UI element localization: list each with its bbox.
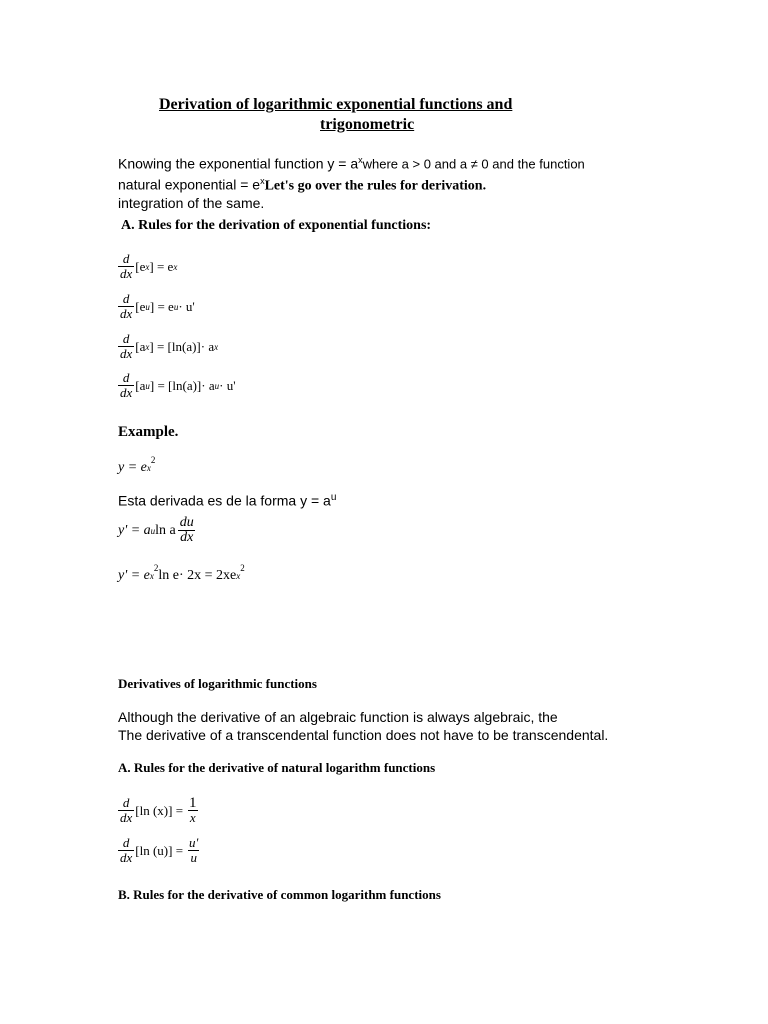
exp-rule-3: $\frac{d}{dx}$ [a x ] = [ln(a)]· a x xyxy=(120,331,219,361)
example-equation-2: y' = a u ln a $\frac{du}{dx}$ xyxy=(118,515,194,545)
intro-line-2: natural exponential = $e^xLet's$ go over the rules for derivation. xyxy=(118,176,487,194)
log-section-paragraph xyxy=(118,708,608,744)
exp-rule-2: $\frac{d}{dx}$ [e u ] = e u · u' xyxy=(120,291,195,321)
section-a-heading: A. Rules for the derivation of exponential functions: xyxy=(121,218,432,233)
title-line-1: Derivation of logarithmic exponential functions and xyxy=(159,96,513,113)
log-para-line-2: The derivative of a transcendental function does not have to be transcendental. xyxy=(118,727,609,743)
log-para-line-1: Although the derivative of an algebraic function is always algebraic, the xyxy=(118,709,558,725)
common-log-rules-heading: B. Rules for the derivative of common logarithm functions xyxy=(118,887,441,902)
page-title-line-2: trigonometric xyxy=(320,116,415,133)
intro-line-3: integration of the same. xyxy=(118,195,265,212)
exp-rule-1: $\frac{d}{dx}$ [e x ] = e x xyxy=(120,251,178,281)
page-title xyxy=(159,96,582,114)
natural-log-rule-1: $\frac{d}{dx}$ [ln (x)] = $\frac{1}{x}$ xyxy=(120,795,197,825)
intro-paragraph xyxy=(118,152,585,212)
log-section-heading: Derivatives of logarithmic functions xyxy=(118,676,317,691)
natural-log-rules-heading: A. Rules for the derivative of natural logarithm functions xyxy=(118,760,436,775)
natural-log-rule-2: $\frac{d}{dx}$ [ln (u)] = $\frac{u'}{u}$ xyxy=(120,835,199,865)
intro-line-1: Knowing the exponential function $y = a^xwhere$ a > 0 and a ≠ 0 and the function xyxy=(118,155,585,172)
exp-rule-4: $\frac{d}{dx}$ [a u ] = [ln(a)]· a u · u' xyxy=(120,370,236,400)
example-form-text: Esta derivada es de la forma $y = a^u$ xyxy=(118,492,337,509)
example-heading: Example. xyxy=(118,424,179,440)
example-equation-3: y' = e x $^2$ ln e· 2x = 2xe x $^2$ xyxy=(118,563,245,583)
example-equation-1: y = e x $^2$ xyxy=(118,455,156,475)
